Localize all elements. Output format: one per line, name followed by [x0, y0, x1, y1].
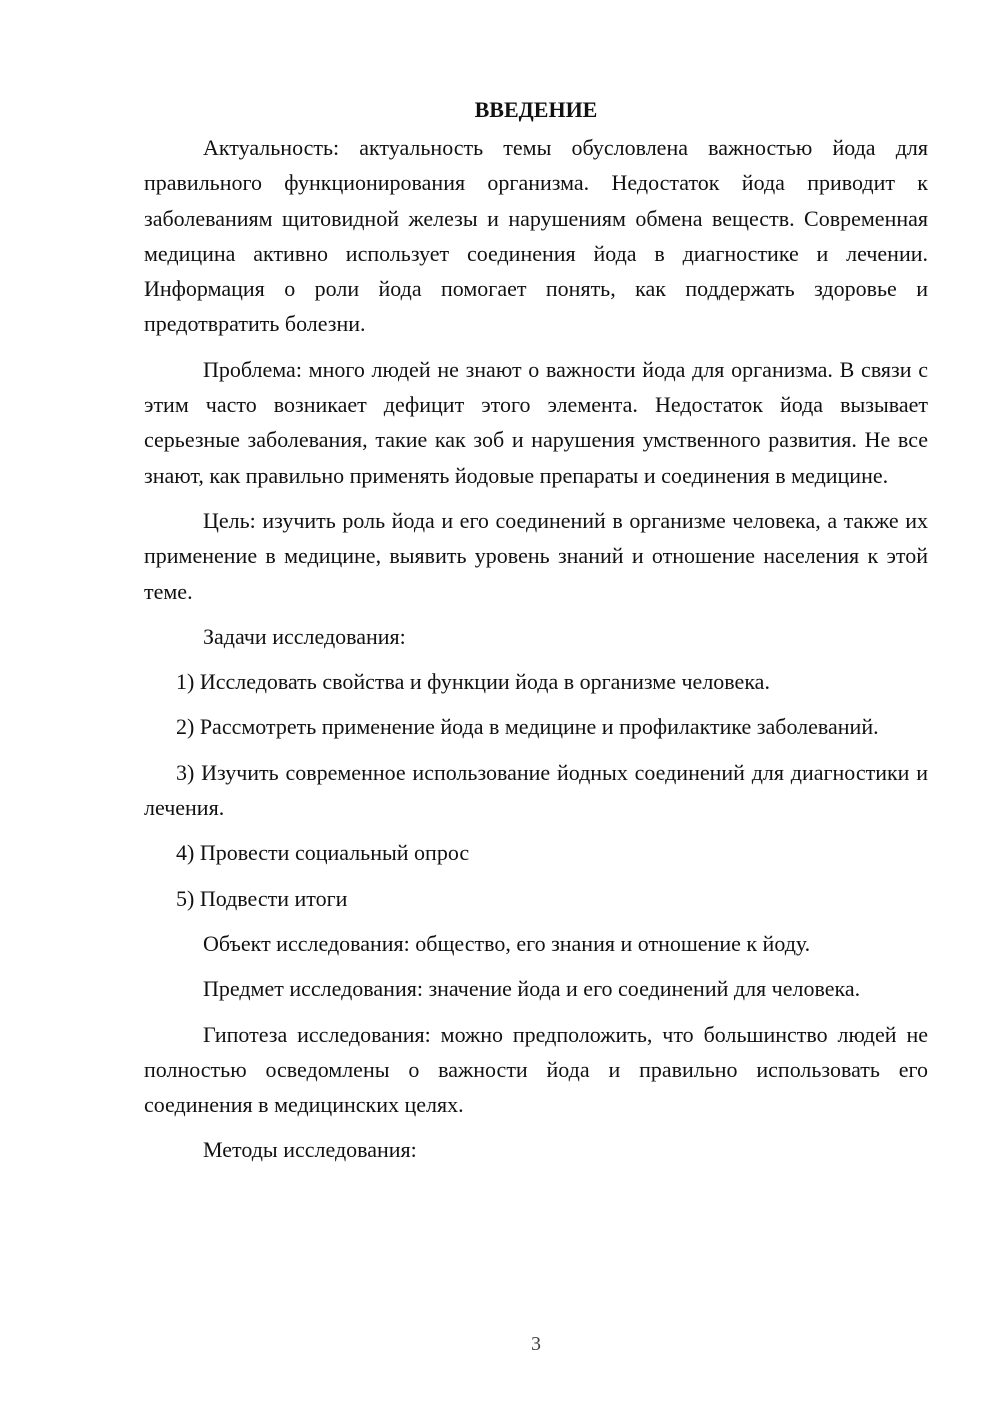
tasks-heading: Задачи исследования: [203, 623, 406, 649]
object-paragraph: Объект исследования: общество, его знания и отношение к йоду. [203, 930, 811, 956]
hypothesis-paragraph: Гипотеза исследования: можно предположить, что большинство людей не полностью осведомлены о важности йода и правильно использовать его соединения в медицинских целях. [144, 1021, 928, 1118]
subject-paragraph: Предмет исследования: значение йода и его соединений для человека. [203, 976, 861, 1002]
task-item-4: 4) Провести социальный опрос [176, 840, 470, 866]
task-item-1: 1) Исследовать свойства и функции йода в организме человека. [176, 669, 770, 695]
task-item-2: 2) Рассмотреть применение йода в медицине и профилактике заболеваний. [176, 714, 879, 740]
relevance-paragraph: Актуальность: актуальность темы обусловлена важностью йода для правильного функционирования организма. Недостаток йода приводит к заболеваниям щитовидной железы и нарушениям обмена веществ. Современная медицина активно использует соединения йода в диагностике и лечении. Информация о роли йода помогает понять, как поддержать здоровье и предотвратить болезни. [144, 135, 928, 337]
goal-paragraph: Цель: изучить роль йода и его соединений в организме человека, а также их применение в медицине, выявить уровень знаний и отношение населения к этой теме. [144, 507, 928, 604]
methods-heading: Методы исследования: [203, 1137, 417, 1163]
page-number: 3 [531, 1333, 541, 1355]
task-item-5: 5) Подвести итоги [176, 885, 348, 911]
problem-paragraph: Проблема: много людей не знают о важности йода для организма. В связи с этим часто возникает дефицит этого элемента. Недостаток йода вызывает серьезные заболевания, такие как зоб и нарушения умственного развития. Не все знают, как правильно применять йодовые препараты и соединения в медицине. [144, 356, 928, 488]
task-item-3: 3) Изучить современное использование йодных соединений для диагностики и лечения. [144, 759, 928, 821]
section-title: ВВЕДЕНИЕ [474, 97, 598, 122]
